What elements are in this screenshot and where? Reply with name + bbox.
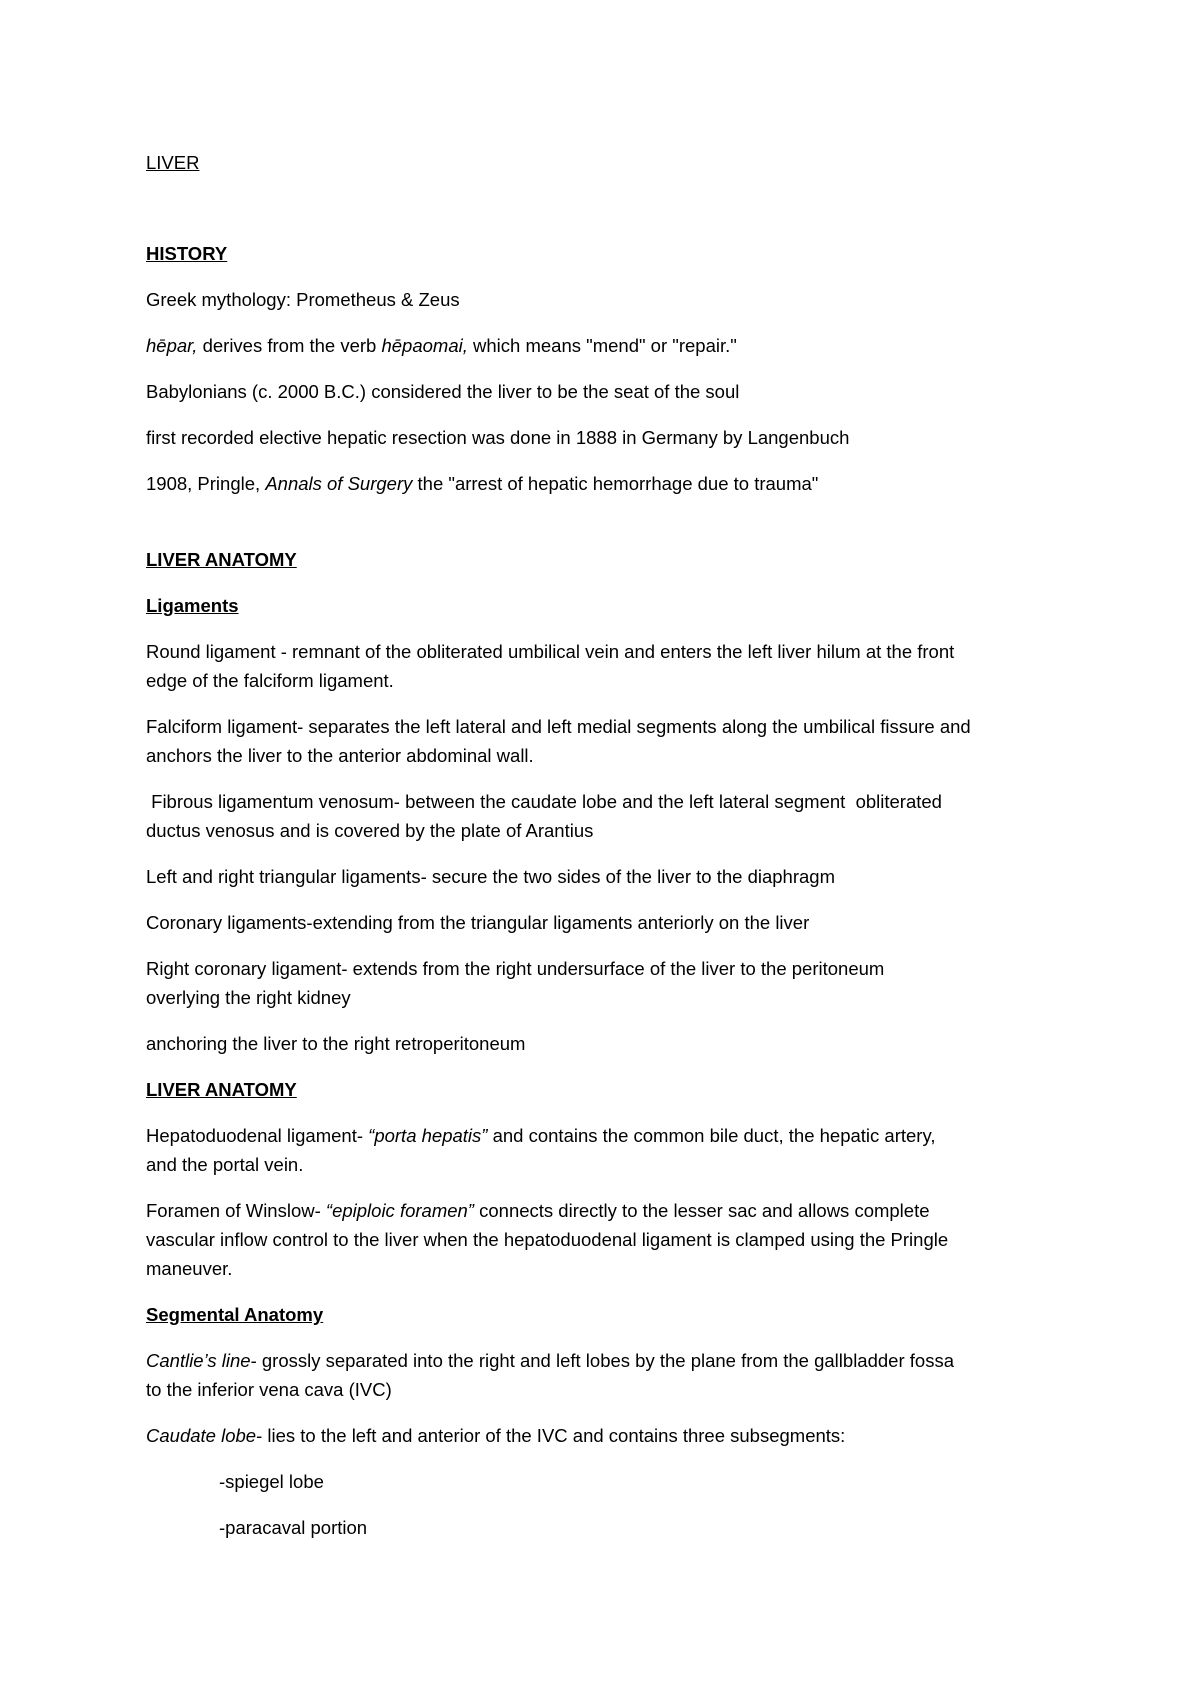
hepar-verb: hēpaomai, bbox=[381, 335, 468, 356]
paragraph-line: maneuver. bbox=[146, 1258, 233, 1279]
segmental-anatomy-heading: Segmental Anatomy bbox=[146, 1304, 324, 1325]
winslow-paragraph bbox=[146, 1196, 1066, 1283]
pringle-end: the "arrest of hepatic hemorrhage due to trauma" bbox=[412, 473, 819, 494]
triangular-ligaments-paragraph: Left and right triangular ligaments- secure the two sides of the liver to the diaphragm bbox=[146, 866, 835, 887]
ligamentum-venosum-paragraph bbox=[146, 787, 1066, 845]
hepar-end: which means "mend" or "repair." bbox=[467, 335, 737, 356]
subsegment-item: -paracaval portion bbox=[219, 1517, 368, 1538]
epiploic-foramen-term: “epiploic foramen” bbox=[325, 1200, 474, 1221]
porta-hepatis-term: “porta hepatis” bbox=[368, 1125, 488, 1146]
right-coronary-ligament-paragraph bbox=[146, 954, 1066, 1012]
hepar-mid: derives from the verb bbox=[197, 335, 382, 356]
caudate-end: - lies to the left and anterior of the IVC and contains three subsegments: bbox=[256, 1425, 846, 1446]
paragraph-line: and the portal vein. bbox=[146, 1154, 304, 1175]
document-title: LIVER bbox=[146, 152, 200, 173]
history-item-babylonians: Babylonians (c. 2000 B.C.) considered the liver to be the seat of the soul bbox=[146, 381, 740, 402]
winslow-start: Foramen of Winslow- bbox=[146, 1200, 326, 1221]
paragraph-line: Fibrous ligamentum venosum- between the caudate lobe and the left lateral segment obliterated bbox=[146, 791, 942, 812]
paragraph-line: edge of the falciform ligament. bbox=[146, 670, 394, 691]
paragraph-line: ductus venosus and is covered by the plate of Arantius bbox=[146, 820, 594, 841]
paragraph-line: overlying the right kidney bbox=[146, 987, 351, 1008]
hepato-end: and contains the common bile duct, the hepatic artery, bbox=[487, 1125, 936, 1146]
paragraph-line bbox=[146, 1346, 1066, 1375]
liver-anatomy-heading: LIVER ANATOMY bbox=[146, 549, 297, 570]
paragraph-line: Falciform ligament- separates the left lateral and left medial segments along the umbilical fissure and bbox=[146, 716, 971, 737]
paragraph-line bbox=[146, 1121, 1066, 1150]
ligaments-subheading: Ligaments bbox=[146, 595, 239, 616]
cantlie-term: Cantlie’s line bbox=[146, 1350, 251, 1371]
paragraph-line: Right coronary ligament- extends from the right undersurface of the liver to the peritoneum bbox=[146, 958, 885, 979]
hepatoduodenal-paragraph bbox=[146, 1121, 1066, 1179]
coronary-ligaments-paragraph: Coronary ligaments-extending from the triangular ligaments anteriorly on the liver bbox=[146, 912, 810, 933]
caudate-paragraph bbox=[146, 1421, 1066, 1450]
paragraph-line: vascular inflow control to the liver when the hepatoduodenal ligament is clamped using the Pringle bbox=[146, 1229, 949, 1250]
round-ligament-paragraph bbox=[146, 637, 1066, 695]
pringle-start: 1908, Pringle, bbox=[146, 473, 266, 494]
paragraph-line: anchors the liver to the anterior abdominal wall. bbox=[146, 745, 534, 766]
liver-anatomy-heading-2: LIVER ANATOMY bbox=[146, 1079, 297, 1100]
history-item-resection: first recorded elective hepatic resection was done in 1888 in Germany by Langenbuch bbox=[146, 427, 850, 448]
cantlie-paragraph bbox=[146, 1346, 1066, 1404]
anchoring-paragraph: anchoring the liver to the right retroperitoneum bbox=[146, 1033, 526, 1054]
cantlie-end: - grossly separated into the right and left lobes by the plane from the gallbladder fossa bbox=[250, 1350, 954, 1371]
history-item-hepar bbox=[146, 331, 1066, 360]
paragraph-line: to the inferior vena cava (IVC) bbox=[146, 1379, 392, 1400]
document-body bbox=[146, 148, 1066, 1559]
hepar-term: hēpar, bbox=[146, 335, 198, 356]
paragraph-line: Round ligament - remnant of the obliterated umbilical vein and enters the left liver hilum at the front bbox=[146, 641, 955, 662]
history-heading: HISTORY bbox=[146, 243, 228, 264]
caudate-term: Caudate lobe bbox=[146, 1425, 257, 1446]
pringle-journal: Annals of Surgery bbox=[265, 473, 413, 494]
winslow-end: connects directly to the lesser sac and allows complete bbox=[473, 1200, 930, 1221]
hepato-start: Hepatoduodenal ligament- bbox=[146, 1125, 369, 1146]
falciform-ligament-paragraph bbox=[146, 712, 1066, 770]
paragraph-line bbox=[146, 1196, 1066, 1225]
history-item-pringle bbox=[146, 469, 1066, 498]
subsegment-item: -spiegel lobe bbox=[219, 1471, 324, 1492]
history-item-greek: Greek mythology: Prometheus & Zeus bbox=[146, 289, 460, 310]
